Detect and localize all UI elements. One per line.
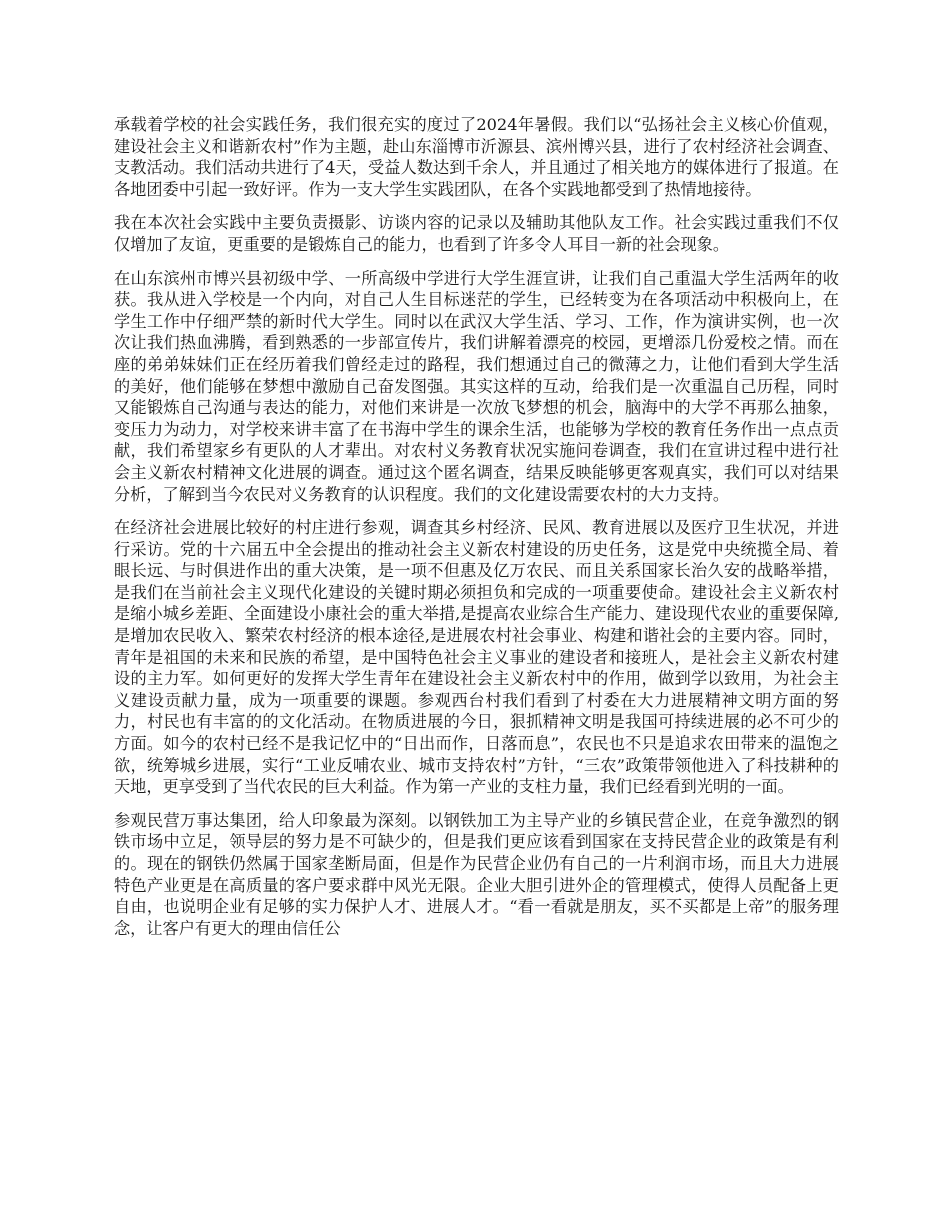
document-body [114, 114, 839, 951]
paragraph-1: 承载着学校的社会实践任务，我们很充实的度过了2024年暑假。我们以“弘扬社会主义核心价值观，建设社会主义和谐新农村”作为主题，赴山东淄博市沂源县、滨州博兴县，进行了农村经济社会调查、支教活动。我们活动共进行了4天，受益人数达到千余人，并且通过了相关地方的媒体进行了报道。在各地团委中引起一致好评。作为一支大学生实践团队，在各个实践地都受到了热情地接待。 [114, 115, 839, 199]
paragraph-5: 参观民营万事达集团，给人印象最为深刻。以钢铁加工为主导产业的乡镇民营企业，在竞争激烈的钢铁市场中立足，领导层的努力是不可缺少的，但是我们更应该看到国家在支持民营企业的政策是有利的。现在的钢铁仍然属于国家垄断局面，但是作为民营企业仍有自己的一片利润市场，而且大力进展特色产业更是在高质量的客户要求群中风光无限。企业大胆引进外企的管理模式，使得人员配备上更自由，也说明企业有足够的实力保护人才、进展人才。“看一看就是朋友，买不买都是上帝”的服务理念，让客户有更大的理由信任公 [114, 810, 839, 938]
paragraph-3: 在山东滨州市博兴县初级中学、一所高级中学进行大学生涯宣讲，让我们自己重温大学生活两年的收获。我从进入学校是一个内向，对自己人生目标迷茫的学生，已经转变为在各项活动中积极向上，在学生工作中仔细严禁的新时代大学生。同时以在武汉大学生活、学习、工作，作为演讲实例，也一次次让我们热血沸腾，看到熟悉的一步部宣传片，我们讲解着漂亮的校园，更增添几份爱校之情。而在座的弟弟妹妹们正在经历着我们曾经走过的路程，我们想通过自己的微薄之力，让他们看到大学生活的美好，他们能够在梦想中激励自己奋发图强。其实这样的互动，给我们是一次重温自己历程，同时又能锻炼自己沟通与表达的能力，对他们来讲是一次放飞梦想的机会，脑海中的大学不再那么抽象，变压力为动力，对学校来讲丰富了在书海中学生的课余生活，也能够为学校的教育任务作出一点点贡献，我们希望家乡有更队的人才辈出。对农村义务教育状况实施问卷调查，我们在宣讲过程中进行社会主义新农村精神文化进展的调查。通过这个匿名调查，结果反映能够更客观真实，我们可以对结果分析，了解到当今农民对义务教育的认识程度。我们的文化建设需要农村的大力支持。 [114, 268, 839, 504]
paragraph-4: 在经济社会进展比较好的村庄进行参观，调查其乡村经济、民风、教育进展以及医疗卫生状况，并进行采访。党的十六届五中全会提出的推动社会主义新农村建设的历史任务，这是党中央统揽全局、着眼长远、与时俱进作出的重大决策，是一项不但惠及亿万农民、而且关系国家长治久安的战略举措，是我们在当前社会主义现代化建设的关键时期必须担负和完成的一项重要使命。建设社会主义新农村是缩小城乡差距、全面建设小康社会的重大举措,是提高农业综合生产能力、建设现代农业的重要保障,是增加农民收入、繁荣农村经济的根本途径,是进展农村社会事业、构建和谐社会的主要内容。同时，青年是祖国的未来和民族的希望，是中国特色社会主义事业的建设者和接班人，是社会主义新农村建设的主力军。如何更好的发挥大学生青年在建设社会主义新农村中的作用，做到学以致用，为社会主义建设贡献力量，成为一项重要的课题。参观西台村我们看到了村委在大力进展精神文明方面的努力，村民也有丰富的的文化活动。在物质进展的今日，狠抓精神文明是我国可持续进展的必不可少的方面。如今的农村已经不是我记忆中的“日出而作，日落而息”，农民也不只是追求农田带来的温饱之欲，统筹城乡进展，实行“工业反哺农业、城市支持农村”方针，“三农”政策带领他进入了科技耕种的天地，更享受到了当代农民的巨大利益。作为第一产业的支柱力量，我们已经看到光明的一面。 [114, 518, 839, 797]
paragraph-2: 我在本次社会实践中主要负责摄影、访谈内容的记录以及辅助其他队友工作。社会实践过重我们不仅仅增加了友谊，更重要的是锻炼自己的能力，也看到了许多令人耳目一新的社会现象。 [114, 213, 839, 254]
